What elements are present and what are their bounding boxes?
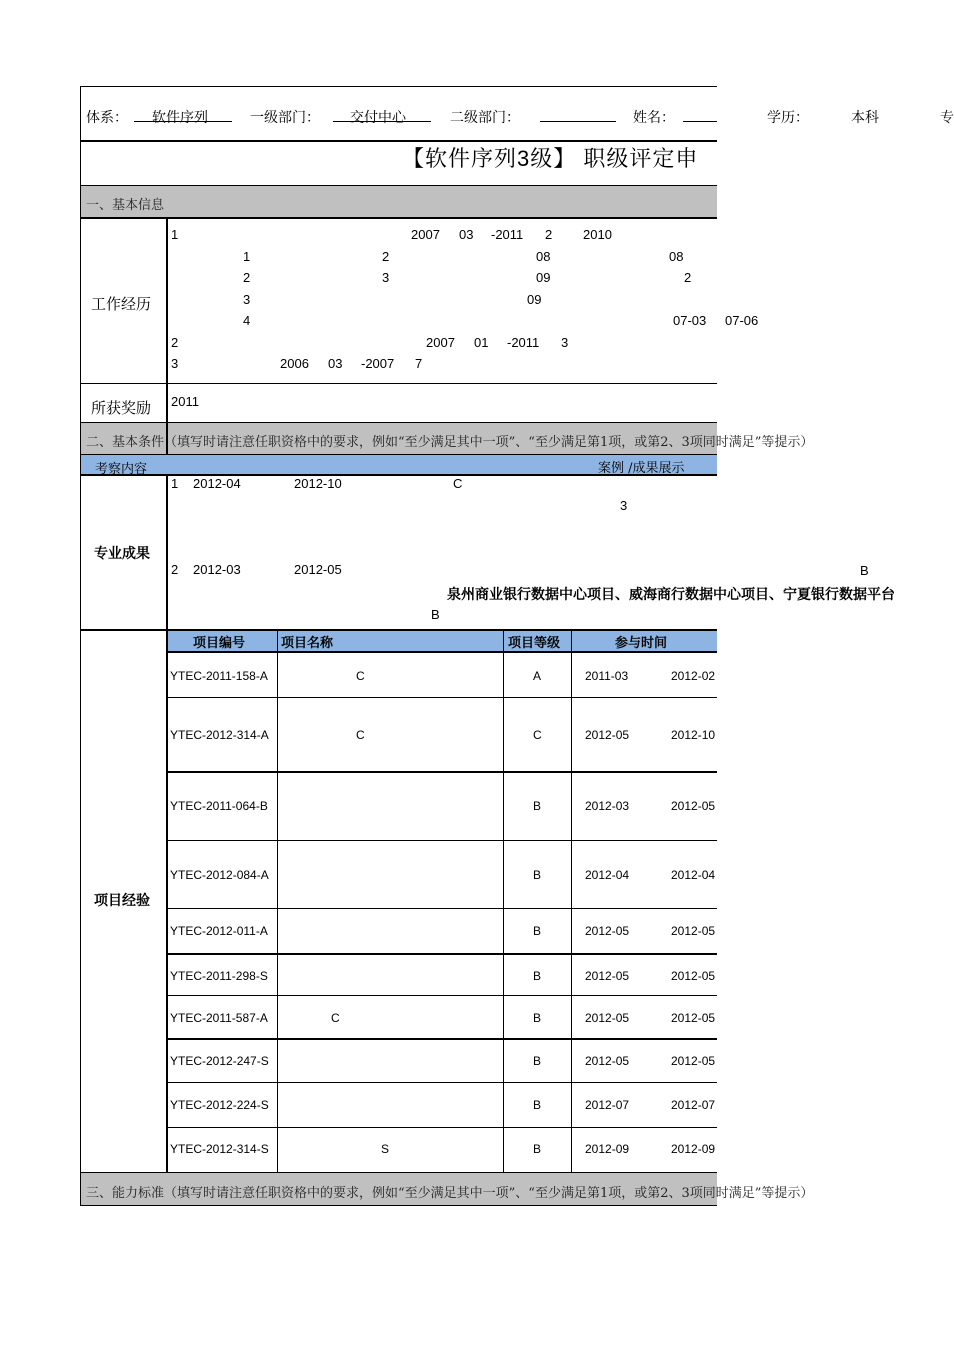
project-from: 2012-05 [585,924,630,938]
project-from: 2012-05 [585,1011,630,1025]
project-col-divider-2 [503,629,504,1172]
section3-title: 三、能力标准（填写时请注意任职资格中的要求，例如“至少满足其中一项”、“至少满足第1项，或第2、3项同时满足”等提示） [86,1186,814,1201]
project-from: 2012-04 [585,868,630,882]
project-row-line-4 [166,908,717,909]
project-header-id: 项目编号 [193,635,246,650]
project-level: A [533,669,542,683]
project-to: 2012-04 [671,868,716,882]
project-from: 2012-05 [585,1054,630,1068]
project-id: YTEC-2012-224-S [170,1098,269,1112]
achievement-2-sub: B [431,607,440,622]
title-divider [80,185,717,186]
project-name: S [381,1142,390,1156]
project-header-divider [166,651,717,653]
edu-value: 本科 [851,110,879,126]
dept2-label: 二级部门： [450,110,520,126]
review-left-label: 考察内容 [95,462,148,477]
project-from: 2012-05 [585,728,630,742]
project-to: 2012-05 [671,924,716,938]
project-level: B [533,1054,542,1068]
system-value: 软件序列 [152,110,208,126]
achievement-1-from: 2012-04 [193,476,241,491]
work-line-2-d: 08 [669,249,684,264]
project-level: C [533,728,542,742]
achievement-2-projects: 泉州商业银行数据中心项目、威海商行数据中心项目、宁夏银行数据平台 [447,586,895,602]
project-id: YTEC-2011-158-A [170,669,268,683]
work-line-1-extra: 2010 [583,227,612,242]
project-row-line-8 [166,1082,717,1083]
achievement-2-grade: B [860,563,869,578]
project-level: B [533,1142,542,1156]
achievement-2-num: 2 [171,562,179,577]
project-to: 2012-05 [671,1054,716,1068]
form-title: 【软件序列3级】 职级评定申 [402,146,699,171]
project-from: 2012-03 [585,799,630,813]
project-to: 2012-10 [671,728,716,742]
work-line-7-month: 03 [328,356,343,371]
work-line-4-b: 09 [527,292,542,307]
work-line-1-num: 1 [171,227,179,242]
border-left [80,86,81,1206]
work-line-6-end: -2011 [507,335,540,350]
work-line-4-num: 3 [243,292,251,307]
project-from: 2012-09 [585,1142,630,1156]
project-header-time: 参与时间 [615,635,668,650]
work-line-7-num: 3 [171,356,179,371]
achievement-divider [80,629,717,631]
project-level: B [533,969,542,983]
project-name: C [356,728,365,742]
achievement-1-sub: 3 [620,498,628,513]
awards-value: 2011 [171,394,199,409]
project-to: 2012-09 [671,1142,716,1156]
project-id: YTEC-2011-298-S [170,969,268,983]
work-line-6-month: 01 [474,335,489,350]
section2-title: 二、基本条件（填写时请注意任职资格中的要求，例如“至少满足其中一项”、“至少满足第1项，或第2、3项同时满足”等提示） [86,435,814,450]
work-line-1-month: 03 [459,227,474,242]
project-row-line-3 [166,840,717,841]
system-label: 体系： [86,110,128,126]
work-divider [80,383,717,384]
section1-bar [80,185,717,217]
border-bottom [80,1205,717,1206]
work-line-2-num: 1 [243,249,251,264]
achievement-2-to: 2012-05 [294,562,342,577]
achievement-1-num: 1 [171,476,179,491]
section1-divider [80,217,717,219]
project-level: B [533,1098,542,1112]
project-level: B [533,868,542,882]
work-line-5-c: 07-06 [725,313,759,328]
project-row-line-1 [166,697,717,698]
dept1-value: 交付中心 [350,110,406,126]
project-header-level: 项目等级 [508,635,561,650]
work-line-1-end: -2011 [491,227,524,242]
work-line-5-b: 07-03 [673,313,707,328]
projects-label: 项目经验 [94,892,150,908]
work-line-3-d: 2 [684,270,692,285]
project-row-line-2 [166,771,717,773]
project-id: YTEC-2012-011-A [170,924,268,938]
achievement-2-from: 2012-03 [193,562,241,577]
project-row-line-9 [166,1127,717,1128]
work-line-7-endmonth: 7 [415,356,423,371]
dept1-label: 一级部门： [250,110,320,126]
work-line-3-c: 09 [536,270,551,285]
achievement-1-to: 2012-10 [294,476,342,491]
project-header-name: 项目名称 [281,635,334,650]
project-id: YTEC-2011-064-B [170,799,268,813]
project-id: YTEC-2012-084-A [170,868,269,882]
work-line-7-end: -2007 [361,356,395,371]
project-col-divider-1 [277,629,278,1172]
achievements-label: 专业成果 [94,545,150,561]
work-line-6-year: 2007 [426,335,455,350]
work-line-2-c: 08 [536,249,551,264]
work-line-3-num: 2 [243,270,251,285]
work-line-6-num: 2 [171,335,179,350]
edu-label: 学历： [767,110,809,126]
label-col-divider-2 [166,474,168,1172]
project-id: YTEC-2012-314-A [170,728,269,742]
project-row-line-7 [166,1038,717,1040]
section2-divider [80,454,717,455]
major-label-cut: 专 [940,110,954,126]
name-label: 姓名： [633,110,675,126]
border-top [80,86,717,87]
project-from: 2011-03 [585,669,629,683]
project-from: 2012-07 [585,1098,630,1112]
project-to: 2012-05 [671,1011,716,1025]
project-to: 2012-07 [671,1098,716,1112]
work-line-2-b: 2 [382,249,390,264]
project-level: B [533,799,542,813]
work-line-1-year: 2007 [411,227,440,242]
work-line-5-num: 4 [243,313,251,328]
project-to: 2012-02 [671,669,716,683]
work-line-3-b: 3 [382,270,390,285]
project-to: 2012-05 [671,799,716,813]
label-col-divider-1 [166,217,168,454]
work-experience-label: 工作经历 [91,296,152,313]
project-to: 2012-05 [671,969,716,983]
work-line-6-endmonth: 3 [561,335,569,350]
project-row-line-6 [166,995,717,996]
project-id: YTEC-2011-587-A [170,1011,268,1025]
project-row-line-5 [166,953,717,955]
project-col-divider-3 [571,629,572,1172]
achievement-1-grade: C [453,476,463,491]
awards-label: 所获奖励 [91,400,152,417]
work-line-7-year: 2006 [280,356,309,371]
section1-title: 一、基本信息 [86,198,165,213]
project-from: 2012-05 [585,969,630,983]
project-id: YTEC-2012-314-S [170,1142,269,1156]
project-name: C [331,1011,340,1025]
project-id: YTEC-2012-247-S [170,1054,269,1068]
review-right-label: 案例 /成果展示 [598,461,685,476]
project-level: B [533,924,542,938]
section3-divider [80,1172,717,1173]
awards-divider [80,422,717,423]
form-table [80,86,759,1206]
work-line-1-endmonth: 2 [545,227,553,242]
project-level: B [533,1011,542,1025]
project-name: C [356,669,365,683]
